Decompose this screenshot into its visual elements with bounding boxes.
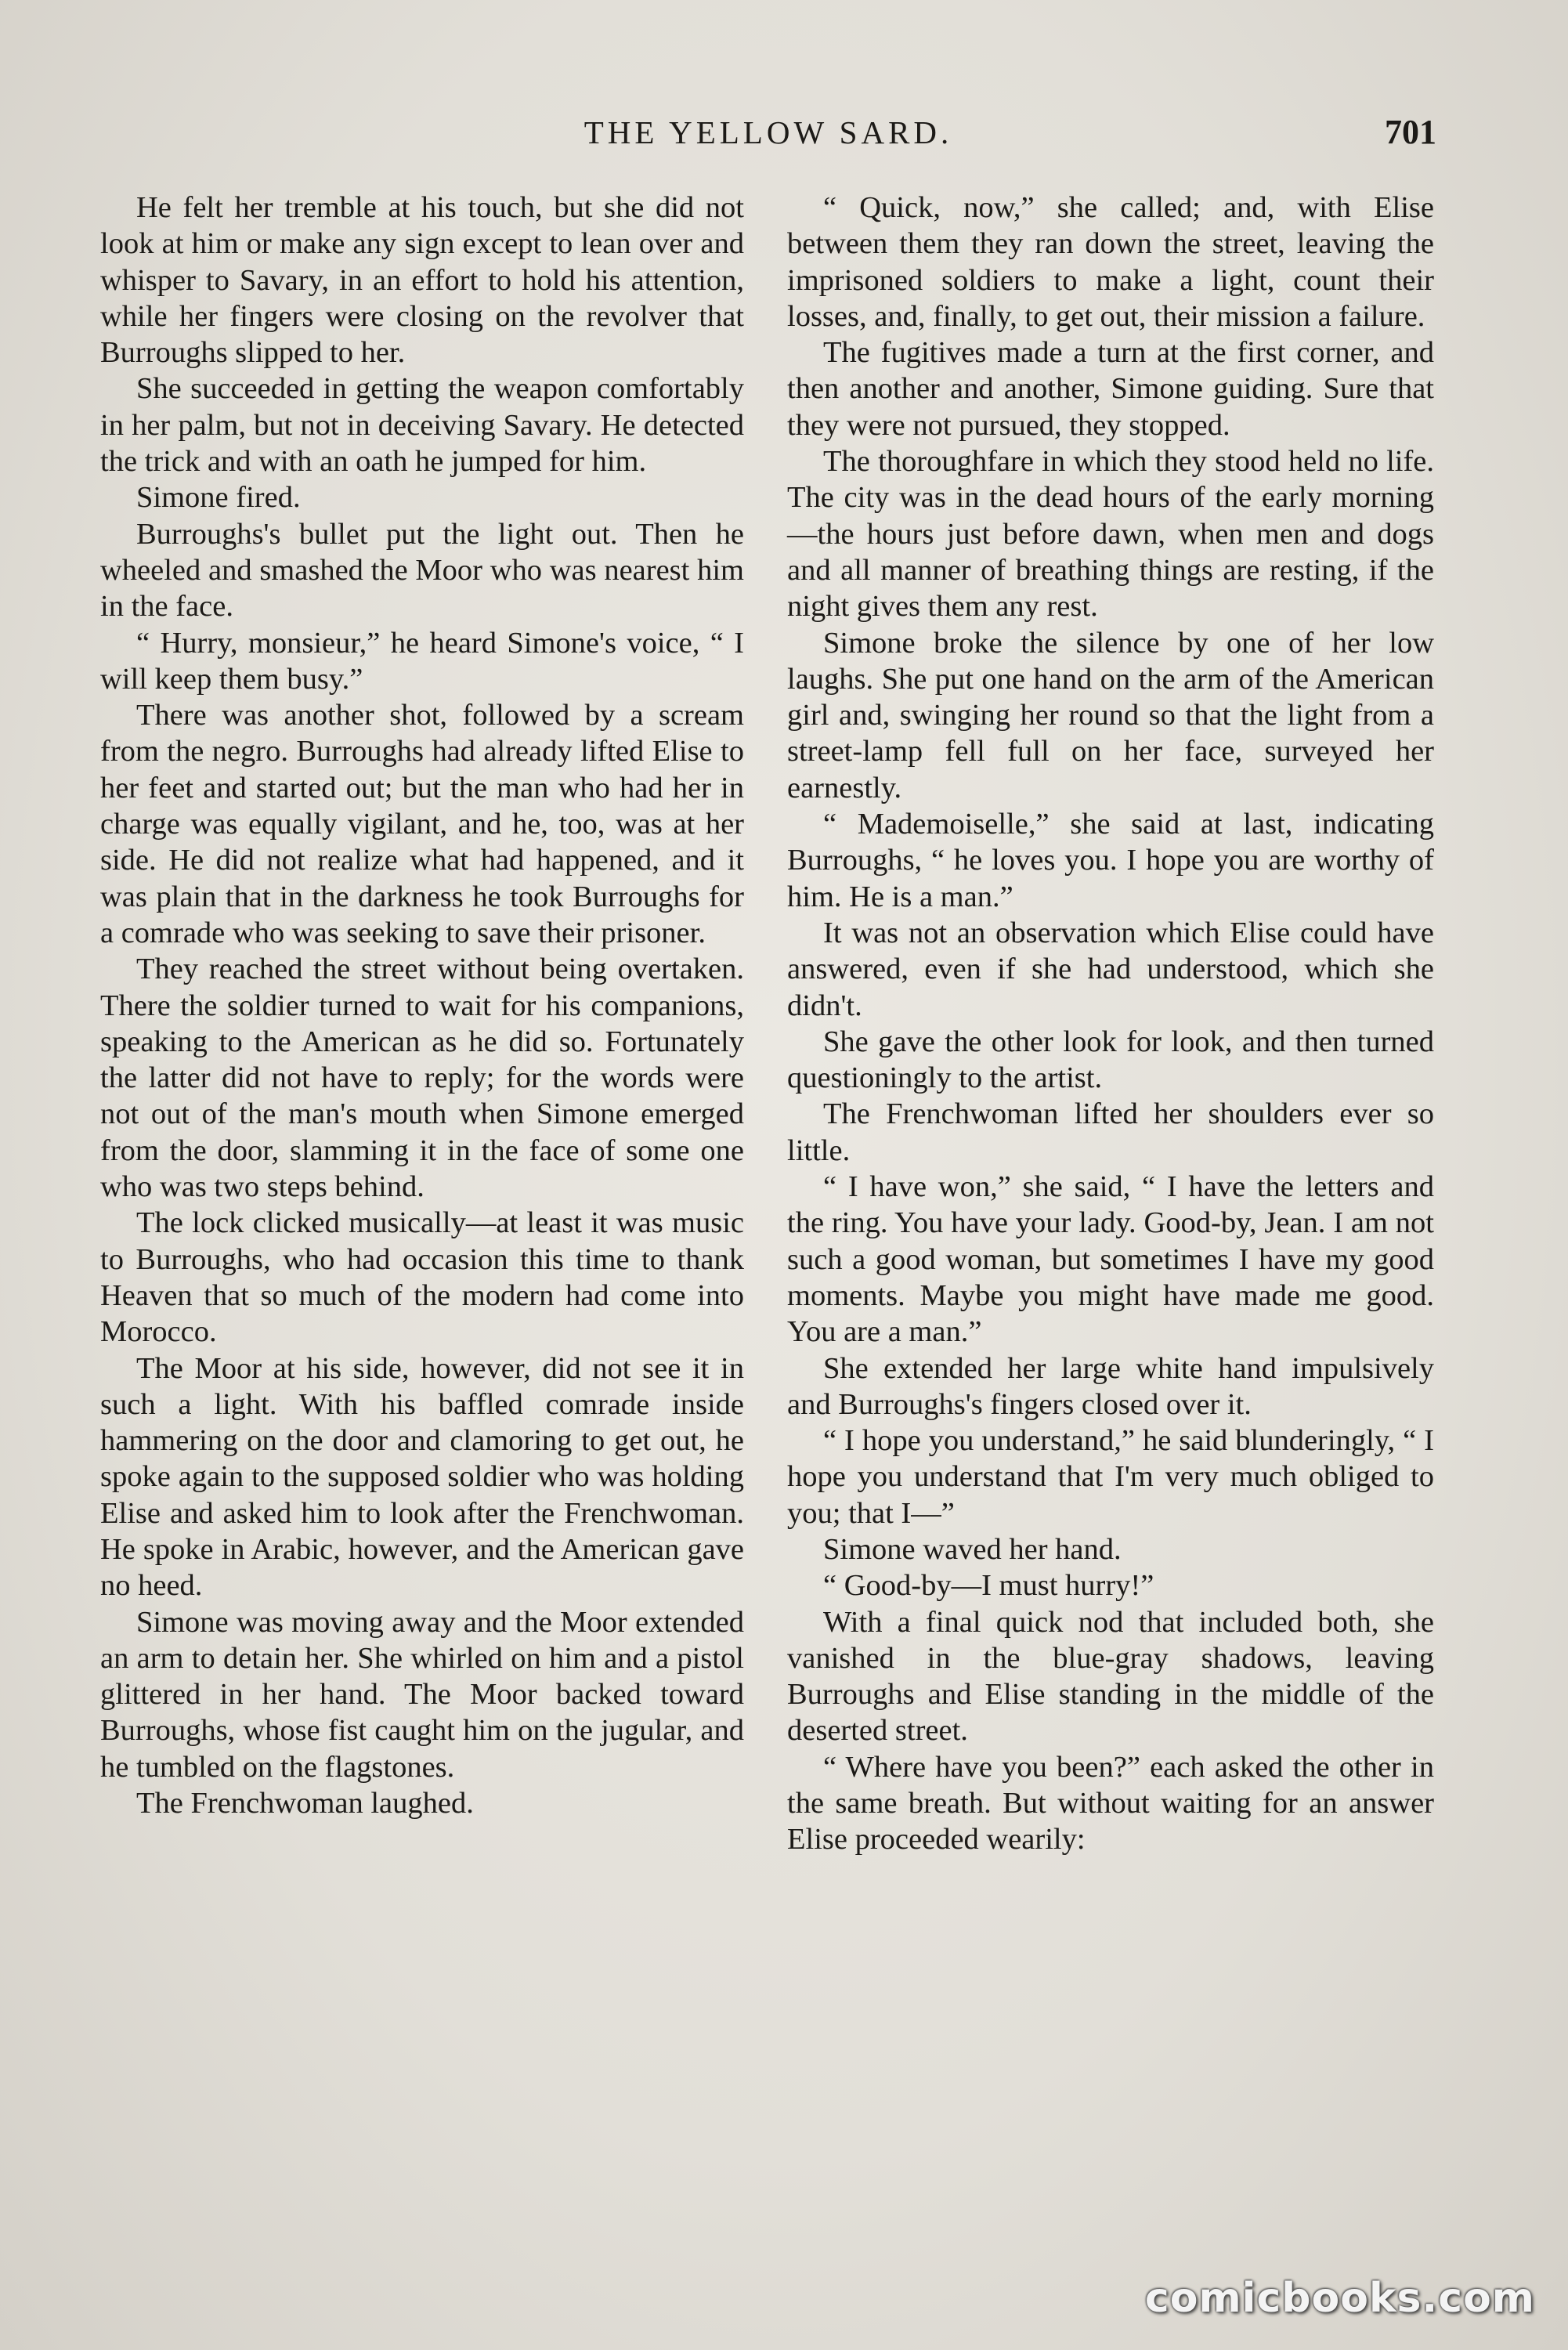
paragraph: She extended her large white hand impulsively and Burroughs's fingers closed over it. bbox=[787, 1351, 1434, 1421]
paragraph: “ Mademoiselle,” she said at last, indicating Burroughs, “ he loves you. I hope you are worthy of him. He is a man.” bbox=[787, 808, 1434, 913]
paragraph: Simone broke the silence by one of her low laughs. She put one hand on the arm of the American girl and, swinging her round so that the light from a street-lamp fell full on her face, surveyed her earnestly. bbox=[787, 626, 1434, 804]
paragraph: “ I have won,” she said, “ I have the letters and the ring. You have your lady. Good-by, Jean. I am not such a good woman, but sometimes I have my good moments. Maybe you might have made me good. You are a man.” bbox=[787, 1170, 1434, 1349]
paragraph: With a final quick nod that included both, she vanished in the blue-gray shadows, leaving Burroughs and Elise standing in the middle of the deserted street. bbox=[787, 1605, 1434, 1748]
page-number: 701 bbox=[1385, 113, 1436, 151]
paragraph: Simone fired. bbox=[136, 481, 301, 515]
paragraph: The Frenchwoman laughed. bbox=[136, 1787, 474, 1820]
paragraph: He felt her tremble at his touch, but she did not look at him or make any sign except to lean over and whisper to Savary, in an effort to hold his attention, while her fingers were closing on the revolver that Burroughs slipped to her. bbox=[100, 191, 744, 370]
paragraph: Burroughs's bullet put the light out. Then he wheeled and smashed the Moor who was nearest him in the face. bbox=[100, 517, 744, 624]
paragraph: Simone waved her hand. bbox=[823, 1532, 1122, 1566]
running-header bbox=[100, 114, 1436, 161]
paragraph: The Moor at his side, however, did not see it in such a light. With his baffled comrade inside hammering on the door and clamoring to get out, he spoke again to the supposed soldier who was holding Elise and asked him to look after the Frenchwoman. He spoke in Arabic, however, and the American gave no heed. bbox=[100, 1351, 744, 1603]
paragraph: It was not an observation which Elise could have answered, even if she had understood, which she didn't. bbox=[787, 916, 1434, 1022]
paragraph: The thoroughfare in which they stood held no life. The city was in the dead hours of the early morning—the hours just before dawn, when men and dogs and all manner of breathing things are resting, if the night gives them any rest. bbox=[787, 445, 1434, 624]
text-column-left bbox=[100, 190, 744, 1821]
paragraph: “ I hope you understand,” he said blunderingly, “ I hope you understand that I'm very much obliged to you; that I—” bbox=[787, 1424, 1434, 1530]
paragraph: “ Quick, now,” she called; and, with Elise between them they ran down the street, leaving the imprisoned soldiers to make a light, count their losses, and, finally, to get out, their mission a failure. bbox=[787, 191, 1434, 333]
story-title: THE YELLOW SARD. bbox=[583, 114, 953, 150]
paragraph: Simone was moving away and the Moor extended an arm to detain her. She whirled on him and a pistol glittered in her hand. The Moor backed toward Burroughs, whose fist caught him on the jugular, and he tumbled on the flagstones. bbox=[100, 1605, 744, 1784]
paragraph: There was another shot, followed by a scream from the negro. Burroughs had already lifted Elise to her feet and started out; but the man who had her in charge was equally vigilant, and he, too, was at her side. He did not realize what had happened, and it was plain that in the darkness he took Burroughs for a comrade who was seeking to save their prisoner. bbox=[100, 699, 744, 949]
watermark: comicbooks.com bbox=[1144, 2275, 1535, 2322]
paragraph: The lock clicked musically—at least it was music to Burroughs, who had occasion this time to thank Heaven that so much of the modern had come into Morocco. bbox=[100, 1206, 744, 1349]
paragraph: “ Where have you been?” each asked the other in the same breath. But without waiting for an answer Elise proceeded wearily: bbox=[787, 1750, 1434, 1856]
paragraph: The Frenchwoman lifted her shoulders ever so little. bbox=[787, 1097, 1434, 1167]
paragraph: She gave the other look for look, and then turned questioningly to the artist. bbox=[787, 1025, 1434, 1095]
paragraph: “ Good-by—I must hurry!” bbox=[823, 1569, 1154, 1603]
text-column-right bbox=[787, 190, 1434, 1858]
paragraph: “ Hurry, monsieur,” he heard Simone's voice, “ I will keep them busy.” bbox=[100, 626, 744, 696]
paragraph: They reached the street without being overtaken. There the soldier turned to wait for his companions, speaking to the American as he did so. Fortunately the latter did not have to reply; for the words were not out of the man's mouth when Simone emerged from the door, slamming it in the face of some one who was two steps behind. bbox=[100, 953, 744, 1204]
paragraph: The fugitives made a turn at the first corner, and then another and another, Simone guiding. Sure that they were not pursued, they stopped. bbox=[787, 336, 1434, 442]
paragraph: She succeeded in getting the weapon comfortably in her palm, but not in deceiving Savary. He detected the trick and with an oath he jumped for him. bbox=[100, 372, 744, 479]
